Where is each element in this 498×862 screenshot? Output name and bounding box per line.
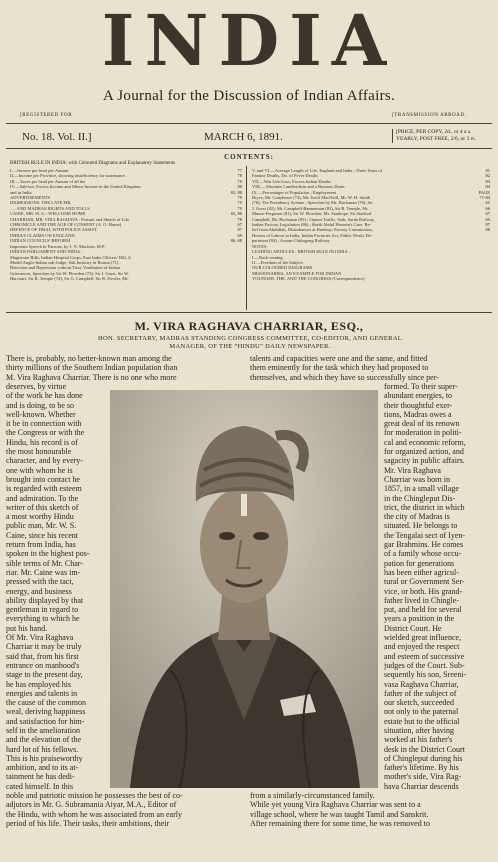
article-line: great deal of its renown: [384, 419, 460, 429]
article-line: formed. To their super-: [384, 382, 458, 391]
article-line: Of Mr. Vira Raghava: [6, 633, 74, 643]
article-line: tions, Madras owes a: [384, 409, 452, 419]
contents-divider: [246, 166, 247, 310]
article-line: entrance on manhood's: [6, 660, 80, 670]
issue-number: No. 18. Vol. II.]: [22, 131, 92, 143]
contents-page-number: 77: [237, 168, 242, 173]
article-line: the Congress or with the: [6, 428, 85, 438]
contents-entry: CAINE, MR. W. S. : WELCOME HOME: [10, 211, 86, 217]
article-line: pressed with the tact,: [6, 577, 74, 587]
article-line: Caine, since his recent: [6, 530, 78, 540]
article-line: father lived in Chingle-: [384, 595, 459, 605]
contents-left-pages: [228, 168, 242, 244]
article-line: in the Chingleput Dis-: [384, 493, 456, 503]
contents-entry: INDIA'S CLAIMS ON ENGLAND: [10, 232, 75, 238]
article-line: the Tengalai sect of Iyen-: [384, 530, 466, 540]
article-top-left: [6, 354, 244, 382]
contents-entry: DEFENCE OF TRIAL WITH POLICE ASSIST.: [10, 227, 98, 233]
article-line: village school, where he was taught Tamil and Sanskrit.: [250, 809, 429, 819]
contents-entry: .. .. AND MADRAS RIGHTS AND TOLLS: [10, 205, 90, 211]
article-top-right: [250, 354, 492, 382]
article-line: Charriar was born in: [384, 474, 450, 484]
article-line: public man, Mr. W. S.: [6, 521, 77, 531]
contents-page-number: PAGE: [478, 189, 490, 195]
contents-entry: Campbell, Mr. Buchanan (85) ; Opium Traffic, Siah, Sarda Railway,: [252, 216, 375, 222]
article-line: the most honourable: [6, 447, 72, 457]
contents-right-pages: [476, 168, 490, 233]
contents-entry: Harcourt, Sir R. Temple (74), Sir G. Campbell, Sir R. Fowler, Mr.: [10, 276, 129, 282]
price-box: [392, 129, 498, 143]
contents-entry: I.—Rack-renting: [252, 254, 283, 260]
article-line: has been either agricul-: [384, 567, 459, 577]
contents-page-number: 69: [237, 232, 242, 238]
issue-rule: [6, 148, 492, 149]
contents-page-number: 85: [485, 216, 490, 222]
article-line: and satisfaction for him-: [6, 716, 85, 726]
price-line-2: YEARLY, POST FREE, 2/6, or 3 rs.: [396, 136, 476, 142]
article-line: writer of this sketch of: [6, 502, 79, 512]
article-line: character, and by every-: [6, 456, 83, 466]
contents-page-number: 87: [485, 222, 490, 228]
article-line: everything to which he: [6, 614, 80, 624]
contents-entry: DIGRESSIONS. THE LATE MR.: [10, 200, 72, 206]
article-line: tainment he has dedi-: [6, 772, 75, 782]
article-line: District Court. He: [384, 623, 442, 633]
article-line: and esteem of successive: [384, 651, 465, 661]
article-line: self in the amelioration: [6, 725, 80, 735]
article-line: put, and held for several: [384, 605, 462, 615]
contents-entry: V. and VI.—Average Length of Life, England and India ; Three Years of: [252, 168, 383, 173]
article-line: the city of Madras is: [384, 512, 450, 522]
article-line: them eminently for the task which they had proposed to: [250, 363, 429, 373]
contents-entry: Detection and Repression without Trial, Ventilation of Indian: [10, 265, 121, 271]
article-line: hava Charriar descends: [384, 781, 459, 791]
contents-page-number: 83: [485, 178, 490, 184]
contents-entry: Houses of Labour in India, Indian Factories Act, Public Works De-: [252, 232, 373, 238]
article-line: stage to the present day,: [6, 670, 83, 680]
contents-entry: lief from Abdullah, Disturbances at Bombay, Factory Commission,: [252, 227, 373, 233]
contents-entry: Important Speech in Parsons, by J. N. Maclean, M.P.: [10, 243, 105, 249]
article-line: talents and capacities were one and the same, and fitted: [250, 354, 428, 363]
article-line: wielded great influence,: [384, 633, 462, 643]
article-line: noble and patriotic mission he possesses the best of co-: [6, 791, 183, 800]
contents-entry: IX.—Percentages of Population ; Employment: [252, 189, 337, 195]
article-line: it be in connection with: [6, 419, 82, 429]
contents-page-number: 79: [237, 205, 242, 211]
contents-entry: Bryce, Mr. Conybeare (74), Mr. Swift MacNeill, Mr. W. H. Smith: [252, 195, 371, 201]
contents-entry: VIII.—Absentee Landlordism and a Ruinous Drain: [252, 184, 345, 190]
contents-entry: Magistrate Bills, Indian Hospital Corps, East India Officers' Bill, A: [10, 254, 131, 260]
contents-entry: CHRONICLE AND THE AGE OF CONSENT (A. O. Hume): [10, 222, 122, 228]
article-line: not only to the paternal: [384, 707, 459, 717]
contents-entry: Grievances; Speeches by Sir W. Plowden (73), Sir J. Gorst, Sir W.: [10, 270, 129, 276]
article-line: While yet young Vira Raghava Charriar was sent to a: [250, 800, 421, 810]
contents-entry: NOTES: [252, 243, 267, 249]
article-line: weal, deriving happiness: [6, 707, 86, 717]
contents-entry: OUR COLOURED DIAGRAMS: [252, 265, 313, 271]
article-line: gentleman in regard to: [6, 605, 79, 615]
contents-page-number: 86, 68: [230, 238, 242, 244]
article-line: situation, after having: [384, 725, 454, 735]
article-line: worked at his father's: [384, 735, 453, 745]
masthead-subtitle: A Journal for the Discussion of Indian Affairs.: [102, 88, 396, 104]
article-line: trict, the district in which: [384, 502, 465, 512]
article-line: from a similarly-circumstanced family.: [250, 791, 375, 800]
article-line: cated himself. In this: [6, 781, 74, 791]
article-line: judges of the Court. Sub-: [384, 660, 465, 670]
contents-page-number: 67: [485, 211, 490, 217]
article-line: he has employed his: [6, 679, 72, 689]
article-line: put his hand.: [6, 623, 48, 633]
article-line: desk in the District Court: [384, 744, 465, 754]
contents-entry: III.—Taxes per head per Annum of all the: [10, 178, 86, 184]
contents-left-column: [10, 168, 226, 282]
article-line: energies and talents in: [6, 688, 78, 698]
article-line: said that, from his first: [6, 651, 79, 661]
article-line: for organized action, and: [384, 447, 464, 457]
article-line: is regarded with esteem: [6, 484, 82, 494]
article-line: period of his life. Their tasks, their ambitions, their: [6, 818, 170, 828]
article-line: Mr. Vira Raghava: [384, 465, 441, 475]
article-line: well-known. Whether: [6, 409, 76, 419]
article-line: and admiration. To the: [6, 493, 79, 503]
contents-page-number: 66: [485, 205, 490, 211]
article-line: sequently his son, Sreeni-: [384, 670, 467, 680]
contents-entry: IV.—Salt-tax; Excess Income and Minor Income in the United Kingdom: [10, 184, 141, 190]
article-left-column: [6, 382, 106, 791]
contents-page-number: 78: [237, 173, 242, 179]
article-line: father of the subject of: [384, 688, 457, 698]
article-line: of the work he has done: [6, 391, 83, 401]
article-line: situated. He belongs to: [384, 521, 458, 531]
contents-entry: Model Anglo-Indian sub-Judge, Salt Industry in Burma (71) ;: [10, 259, 121, 265]
contents-page-number: 75: [237, 200, 242, 206]
article-line: sible terms of Mr. Char-: [6, 558, 83, 568]
article-line: the Hindu, with whom he was associated from an early: [6, 809, 182, 819]
article-line: abundant energies, to: [384, 391, 453, 401]
contents-page-number: 65, 88: [230, 189, 242, 195]
article-bottom-left: [6, 791, 244, 828]
article-line: themselves, and which they have so successfully since per-: [250, 372, 439, 382]
contents-entry: partment (84) ; Assam-Chittagong Railway: [252, 238, 330, 244]
contents-page-number: 80: [237, 184, 242, 190]
contents-entry: and in India: [10, 189, 32, 195]
transmission-note: [TRANSMISSION ABROAD.: [392, 113, 467, 118]
article-line: brought into contact he: [6, 474, 80, 484]
contents-page-number: 87: [237, 227, 242, 233]
article-subtitle-line-2: MANAGER, OF THE “HINDU” DAILY NEWSPAPER.: [169, 343, 331, 350]
article-line: hard lot of his fellows.: [6, 744, 79, 754]
contents-entry: Munro-Ferguson (81), Sir W. Plowden, Mr. Stanhope, Sir Stafford: [252, 211, 372, 217]
contents-page-number: 65: [485, 200, 490, 206]
article-line: riar. Mr. Caine was im-: [6, 567, 81, 577]
article-line: of Chingleput during his: [384, 753, 463, 763]
contents-entry: VII.—War Life-Loss, Excess Indian Deaths: [252, 178, 331, 184]
price-line-1: [PRICE, PER COPY, 2d., or 4 a s.: [396, 129, 472, 135]
article-subtitle-line-1: HON. SECRETARY, MADRAS STANDING CONGRESS COMMITTEE, CO-EDITOR, AND GENERAL: [97, 335, 403, 342]
article-line: M. Vira Raghava Charriar. There is no one who more: [6, 372, 177, 382]
article-line: for moderation in politi-: [384, 428, 462, 438]
article-line: estate but to the official: [384, 716, 460, 726]
article-line: energy, and business: [6, 586, 72, 596]
article-line: years a position in the: [384, 614, 455, 624]
article-line: ambition, and to its at-: [6, 763, 79, 773]
article-line: the cause of the common: [6, 698, 86, 708]
contents-page-number: 84: [485, 184, 490, 190]
article-line: and is doing, to be so: [6, 400, 74, 410]
article-title: M. VIRA RAGHAVA CHARRIAR, ESQ.,: [134, 319, 364, 333]
contents-entry: MISSIONARIES, AN EXAMPLE FOR INDIAN: [252, 270, 342, 276]
contents-page-number: 78: [237, 216, 242, 222]
article-line: their thoughtful exer-: [384, 400, 453, 410]
contents-page-number: 81: [485, 168, 490, 173]
contents-entry: INDIAN COUNCILS' REFORM: [10, 238, 71, 244]
contents-entry: II.—Freedom of the Subject: [252, 259, 303, 265]
article-line: deserves, by virtue: [6, 382, 67, 391]
contents-page-number: 79: [237, 178, 242, 184]
article-line: a most worthy Hindu: [6, 512, 74, 522]
contents-page-number: 71-84: [479, 195, 490, 201]
contents-entry: CHARRIAR, MR. VIRA RAGHAVA : Portrait and Sketch of Life: [10, 216, 130, 222]
contents-subtitle: BRITISH RULE IN INDIA: with Coloured Diagrams and Explanatory Statements: [10, 161, 176, 166]
article-line: After remaining there for some time, he was removed to: [250, 818, 430, 828]
article-line: return from India, has: [6, 540, 76, 550]
article-line: vasa Raghava Charriar,: [384, 679, 459, 689]
contents-page-number: 79: [237, 195, 242, 201]
contents-entry: J. Gorst (82), Mr. Campbell-Bannerman (83), Sir R. Temple, Mr.: [252, 205, 369, 211]
contents-page-number: 65, 80: [230, 211, 242, 217]
article-line: adjutors in Mr. G. Subramania Aiyar, M.A., Editor of: [6, 800, 177, 810]
contents-page-number: 88: [485, 227, 490, 233]
contents-right-column: [252, 168, 472, 282]
contents-entry: Indian Factory Legislation (86) ; Sheik Abdul Hussein's Case, Re-: [252, 222, 372, 228]
article-line: 1857, in a small village: [384, 484, 459, 494]
contents-entry: INDIAN PARLIAMENT AND INDIA :: [10, 249, 83, 255]
contents-page-number: 82: [485, 173, 490, 179]
contents-entry: ADVERTISEMENTS: [10, 195, 50, 201]
article-line: vice, or both. His grand-: [384, 586, 463, 596]
contents-entry: YOUNGER, THE, AND THE CONGRESS (Correspondence): [252, 276, 365, 282]
article-right-column: [384, 382, 494, 791]
portrait-illustration: [110, 390, 378, 788]
article-line: gar Brahmins. He comes: [384, 540, 464, 550]
article-line: father's lifetime. By his: [384, 763, 459, 773]
article-line: our sketch, succeeded: [384, 698, 454, 708]
article-line: sagacity in public affairs.: [384, 456, 465, 466]
article-line: ability displayed by that: [6, 595, 84, 605]
contents-entry: II.—Income per Province, showing insufficiency for sustenance ..: [10, 173, 129, 179]
contents-entry: LEADING ARTICLES : BRITISH RULE IN INDIA :: [252, 249, 350, 255]
article-subtitle: [60, 335, 440, 351]
article-line: cal and economic reform,: [384, 437, 466, 447]
masthead-title: INDIA: [101, 0, 397, 82]
contents-entry: (76); The Presidency Avenue ; Speeches by Mr. Buchanan (76), Sir: [252, 200, 373, 206]
article-line: pation for generations: [384, 558, 455, 568]
contents-entry: I.—Income per head per Annum: [10, 168, 69, 173]
article-line: mother's side, Vira Rag-: [384, 772, 462, 782]
contents-rule: [6, 312, 492, 313]
article-line: Charriar it may be truly: [6, 642, 82, 652]
article-line: This is his praiseworthy: [6, 753, 83, 763]
portrait-photo: [110, 390, 378, 788]
article-line: of a family whose occu-: [384, 549, 462, 559]
header-rule: [6, 123, 492, 124]
article-line: thirty millions of the Southern Indian population than: [6, 363, 178, 373]
article-line: spoken in the highest pos-: [6, 549, 90, 559]
contents-title: CONTENTS:: [224, 153, 274, 161]
registered-note: [REGISTERED FOR: [20, 113, 73, 118]
article-line: tural or Government Ser-: [384, 577, 465, 587]
article-line: Hindu, his record is of: [6, 437, 78, 447]
issue-date: MARCH 6, 1891.: [204, 131, 283, 143]
contents-entry: Famine Deaths, Do. of Fever Deaths: [252, 173, 318, 179]
article-bottom-right: [250, 791, 492, 828]
article-line: There is, probably, no better-known man among the: [6, 354, 172, 363]
article-line: one with whom he is: [6, 465, 73, 475]
article-line: and enjoyed the respect: [384, 642, 460, 652]
contents-page-number: 67: [237, 222, 242, 228]
article-line: and the elevation of the: [6, 735, 82, 745]
